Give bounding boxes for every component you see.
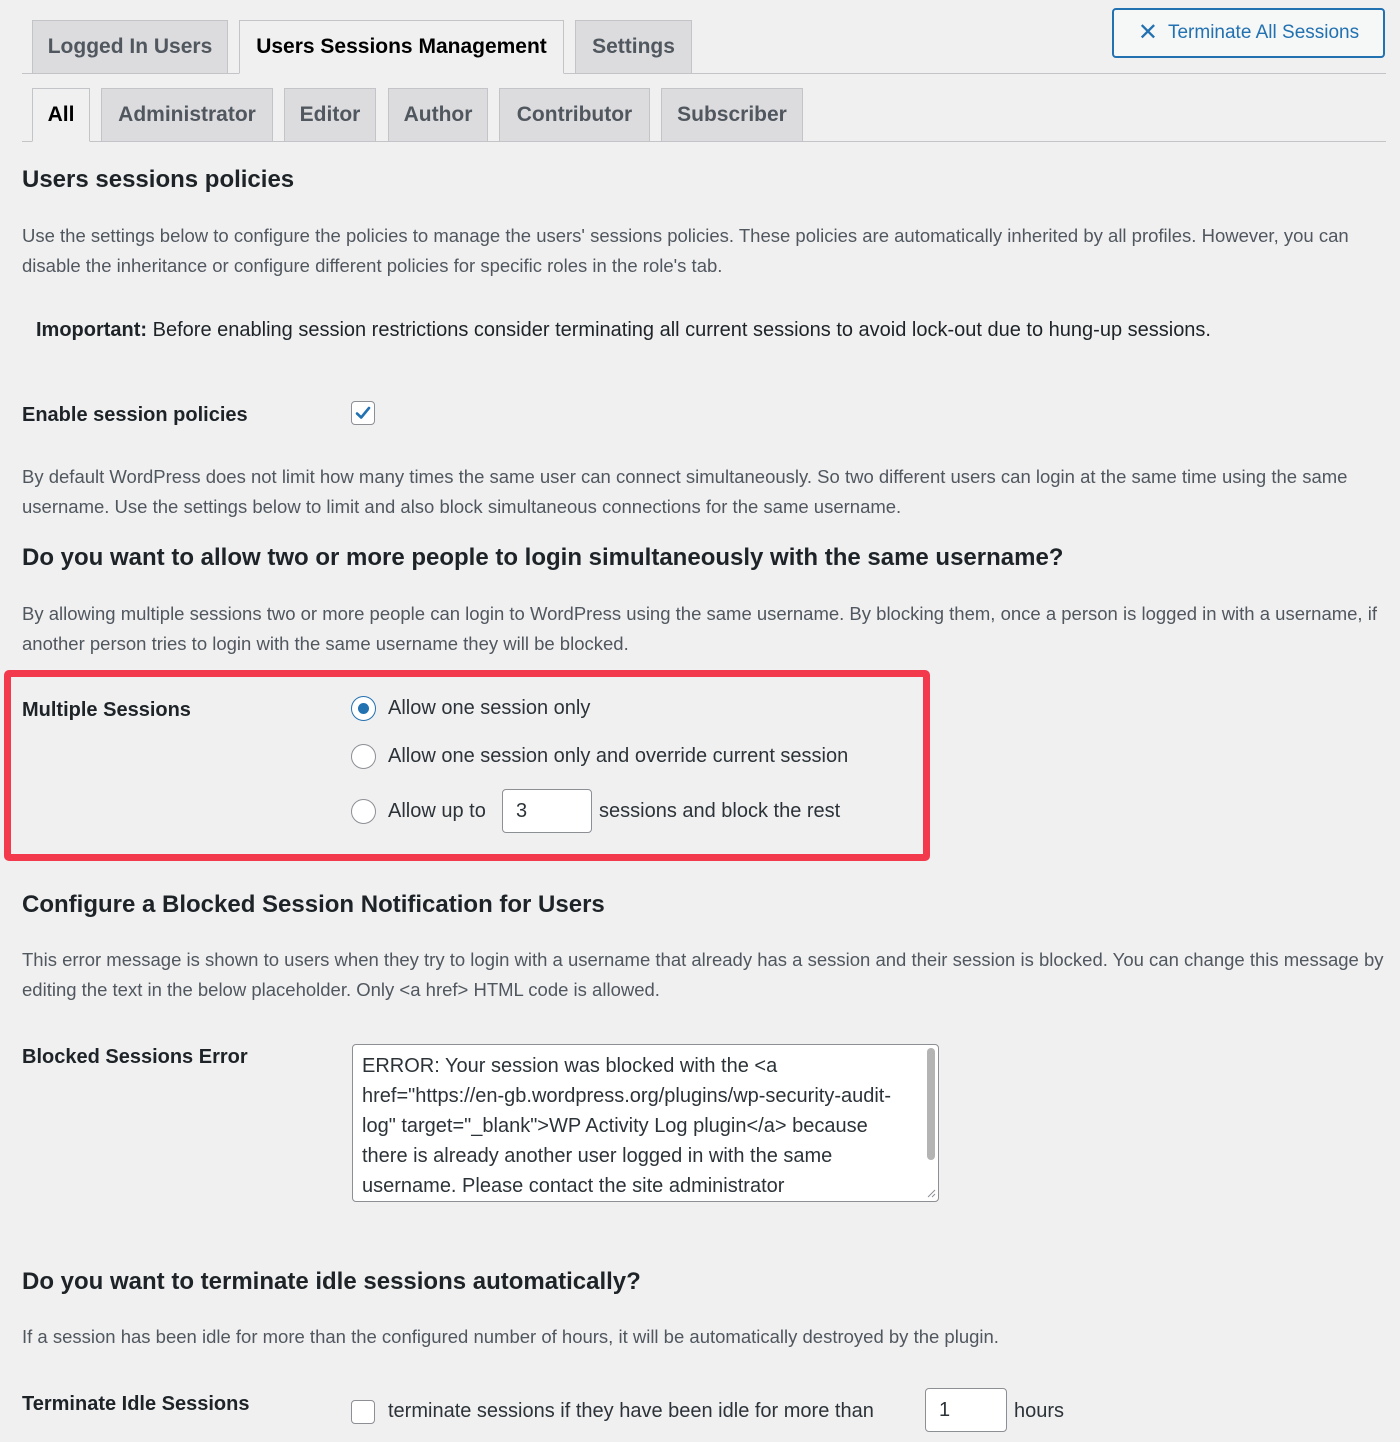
- checkmark-icon: [353, 403, 373, 423]
- role-tab-administrator[interactable]: Administrator: [101, 88, 273, 142]
- policies-heading: Users sessions policies: [22, 166, 295, 193]
- sessions-block-rest-label: sessions and block the rest: [599, 800, 841, 822]
- important-text: Before enabling session restrictions consider terminating all current sessions to avoid lock-out due to hung-up sessions.: [147, 319, 1211, 341]
- radio-allow-one-session[interactable]: [351, 696, 376, 721]
- blocked-notification-heading: Configure a Blocked Session Notification for Users: [22, 891, 605, 918]
- multiple-sessions-label: Multiple Sessions: [22, 699, 191, 721]
- tab-settings[interactable]: Settings: [575, 20, 692, 74]
- terminate-idle-checkbox[interactable]: [351, 1400, 375, 1424]
- role-tab-subscriber[interactable]: Subscriber: [661, 88, 803, 142]
- close-icon: ✕: [1137, 19, 1158, 46]
- terminate-idle-checkbox-label: terminate sessions if they have been idle for more than: [388, 1400, 874, 1422]
- tab-logged-in-users[interactable]: Logged In Users: [32, 20, 228, 74]
- terminate-all-sessions-label: Terminate All Sessions: [1167, 22, 1360, 43]
- important-notice: [36, 319, 1211, 342]
- important-label: Imoportant:: [36, 319, 148, 341]
- role-tab-contributor[interactable]: Contributor: [499, 88, 650, 142]
- enable-session-policies-checkbox[interactable]: [351, 401, 375, 425]
- terminate-all-sessions-button[interactable]: [1112, 8, 1385, 58]
- blocked-notification-description: This error message is shown to users when they try to login with a username that already has a session and their session is blocked. You can change this message by editing the text in the below placeholder. Only <a href> HTML code is allowed.: [22, 949, 1384, 1000]
- enable-description: By default WordPress does not limit how many times the same user can connect simultaneously. So two different users can login at the same time using the same username. Use the settings below to limit and also block simultaneous connections for the same username.: [22, 466, 1348, 517]
- policies-description: Use the settings below to configure the policies to manage the users' sessions policies. These policies are automatically inherited by all profiles. However, you can disable the inheritance or configure different policies for specific roles in the role's tab.: [22, 225, 1349, 276]
- tab-users-sessions-management[interactable]: Users Sessions Management: [239, 20, 564, 74]
- blocked-sessions-error-textarea[interactable]: ERROR: Your session was blocked with the <a href="https://en-gb.wordpress.org/plugins/wp-security-audit-log" target="_blank">WP Activity Log plugin</a> because there is already another user logged in with the same username. Please contact the site administrator: [352, 1044, 939, 1202]
- idle-hours-input[interactable]: 1: [925, 1388, 1007, 1432]
- terminate-idle-sessions-label: Terminate Idle Sessions: [22, 1393, 250, 1415]
- enable-session-policies-label: Enable session policies: [22, 404, 248, 426]
- idle-sessions-description: If a session has been idle for more than the configured number of hours, it will be automatically destroyed by the plugin.: [22, 1326, 999, 1347]
- multiple-sessions-heading: Do you want to allow two or more people to login simultaneously with the same username?: [22, 544, 1064, 571]
- radio-allow-one-session-label: Allow one session only: [388, 697, 591, 719]
- hours-unit-label: hours: [1014, 1400, 1065, 1422]
- textarea-scrollbar[interactable]: [927, 1048, 935, 1160]
- role-tab-editor[interactable]: Editor: [284, 88, 376, 142]
- blocked-sessions-error-label: Blocked Sessions Error: [22, 1046, 248, 1068]
- max-sessions-input[interactable]: 3: [502, 789, 592, 833]
- resize-grip-icon[interactable]: [926, 1188, 936, 1198]
- idle-sessions-heading: Do you want to terminate idle sessions automatically?: [22, 1268, 641, 1295]
- radio-override-session[interactable]: [351, 744, 376, 769]
- radio-override-session-label: Allow one session only and override current session: [388, 745, 849, 767]
- multiple-sessions-description: By allowing multiple sessions two or more people can login to WordPress using the same username. By blocking them, once a person is logged in with a username, if another person tries to login with the same username they will be blocked.: [22, 603, 1377, 654]
- role-tab-all[interactable]: All: [32, 88, 90, 142]
- radio-allow-up-to[interactable]: [351, 799, 376, 824]
- allow-up-to-label: Allow up to: [388, 800, 486, 822]
- role-tab-author[interactable]: Author: [388, 88, 488, 142]
